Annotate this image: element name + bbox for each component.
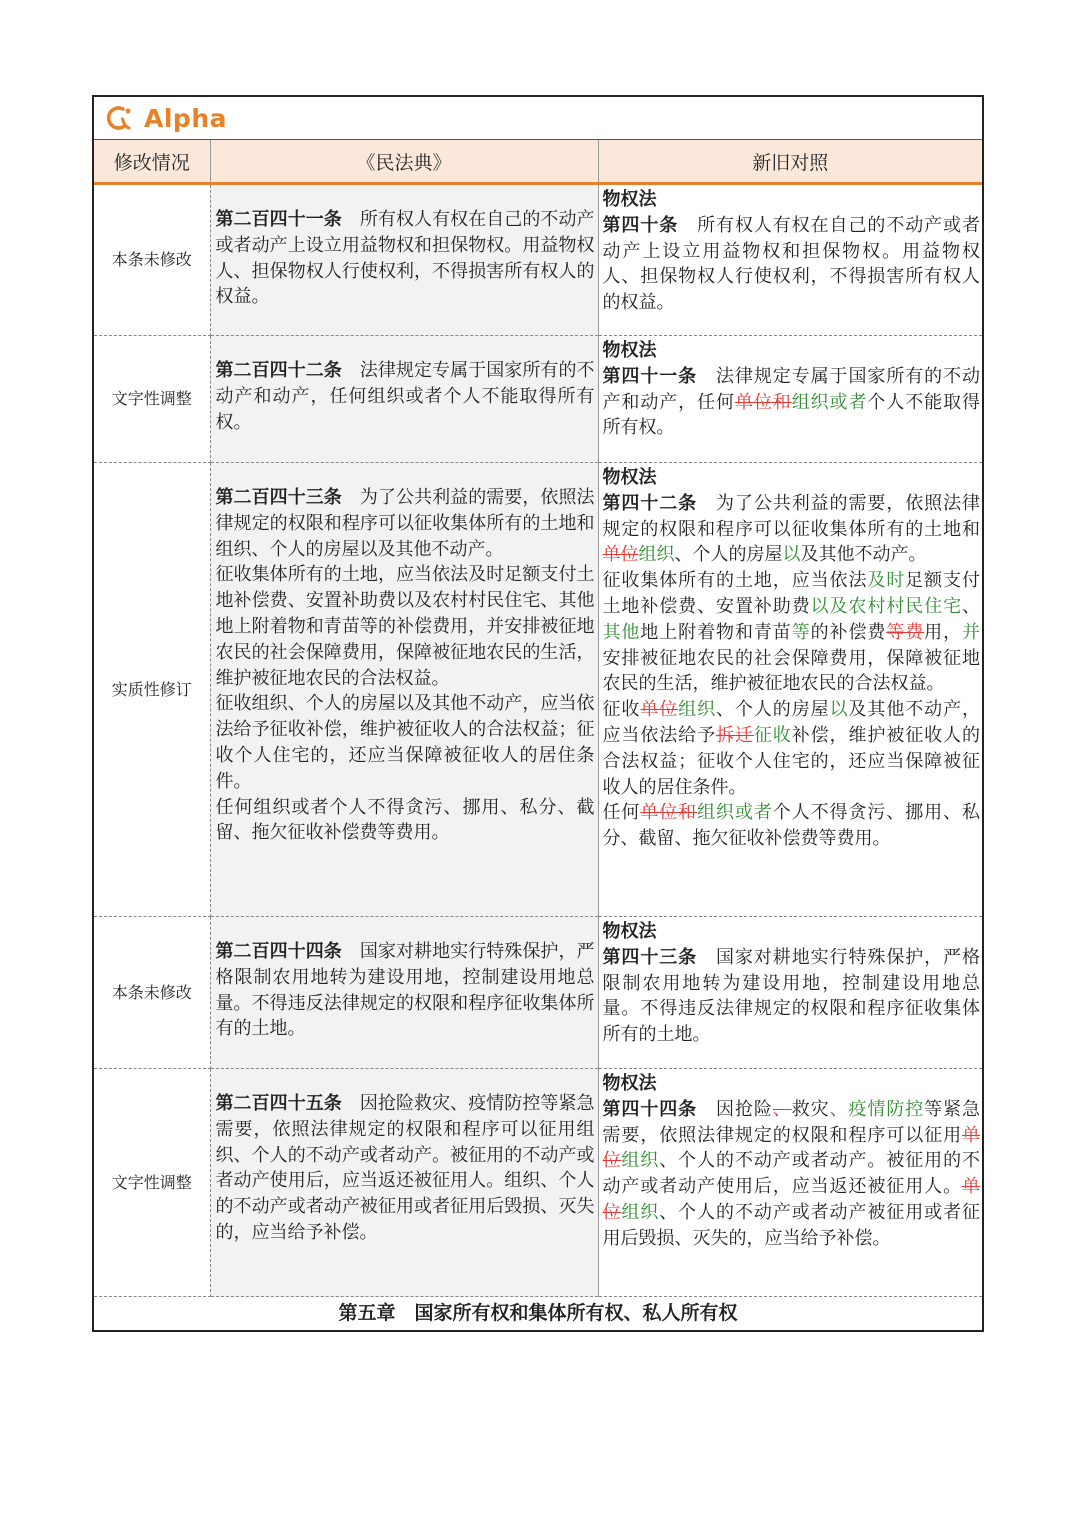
article-text: 国家对耕地实行特殊保护，严格限制农用地转为建设用地，控制建设用地总量。不得违反法律规定的权限和程序征收集体所有的土地。	[215, 941, 595, 1040]
civil-code-cell	[210, 184, 598, 336]
civil-code-cell	[210, 463, 598, 917]
law-name: 物权法	[602, 921, 657, 942]
civil-paragraph	[216, 207, 595, 310]
inserted-text: 组织或者	[697, 802, 773, 824]
text-segment: 征收	[602, 699, 641, 721]
status-cell: 文字性调整	[94, 336, 210, 463]
deleted-text: 、	[772, 1098, 792, 1120]
header-status: 修改情况	[94, 140, 210, 184]
table-header	[94, 140, 982, 184]
text-segment: 国家对耕地实行特殊保护，严格限制农用地转为建设用地，控制建设用地总量。不得违反法律规定的权限和程序征收集体所有的土地。	[602, 946, 981, 1046]
civil-paragraph	[216, 485, 595, 562]
inserted-text: 组织	[678, 699, 717, 721]
text-segment: 安排被征地农民的社会保障费用，保障被征地农民的生活，维护被征地农民的合法权益。	[602, 647, 980, 695]
civil-paragraph	[216, 1091, 595, 1246]
article-row	[94, 917, 982, 1069]
civil-code-cell	[210, 917, 598, 1069]
inserted-text: 以及农村村民住宅	[810, 595, 963, 617]
inserted-text: 及时	[867, 570, 906, 592]
law-name: 物权法	[602, 467, 657, 488]
article-text: 征收集体所有的土地，应当依法及时足额支付土地补偿费、安置补助费以及农村村民住宅、其他地上附着物和青苗等的补偿费用，并安排被征地农民的社会保障费用，保障被征地农民的生活，维护被征地农民的合法权益。	[215, 564, 595, 689]
deleted-text: 单位和	[734, 391, 792, 413]
status-cell: 本条未修改	[94, 917, 210, 1069]
inserted-text: 以	[829, 699, 849, 721]
text-segment: 等紧急需要，依照法律规定的权限和程序可以征用	[602, 1098, 981, 1146]
article-number: 第四十四条	[602, 1098, 698, 1120]
text-segment: 个人不能取得所有权。	[602, 391, 981, 439]
civil-code-cell	[210, 336, 598, 463]
article-text: 所有权人有权在自己的不动产或者动产上设立用益物权和担保物权。用益物权人、担保物权人行使权利，不得损害所有权人的权益。	[215, 209, 595, 308]
deleted-text: 单位	[602, 1176, 980, 1223]
inserted-text: 以	[782, 544, 801, 566]
old-paragraph	[603, 800, 981, 852]
brand-name: Alpha	[144, 103, 227, 133]
deleted-text: 单位	[602, 1124, 980, 1172]
status-cell: 本条未修改	[94, 184, 210, 336]
comparison-document	[92, 95, 984, 1332]
chapter-row	[94, 1297, 982, 1331]
status-cell: 文字性调整	[94, 1069, 210, 1297]
text-segment: 足额支付土地补偿费、安置补助费	[602, 570, 981, 617]
text-segment: 及其他不动产。	[800, 544, 927, 566]
article-number: 第四十条	[602, 214, 679, 236]
inserted-text: 组织或者	[791, 391, 868, 413]
article-number: 第二百四十五条	[215, 1093, 342, 1114]
law-name: 物权法	[602, 189, 657, 210]
text-segment: 及其他不动产，应当依法给予	[602, 699, 981, 746]
article-row	[94, 336, 982, 463]
deleted-text: 单位和	[640, 802, 698, 824]
civil-code-cell	[210, 1069, 598, 1297]
old-law-cell	[598, 1069, 982, 1297]
inserted-text: 、疫情防控	[829, 1098, 925, 1120]
status-cell: 实质性修订	[94, 463, 210, 917]
deleted-text: 拆迁	[716, 724, 754, 746]
deleted-text: 等费	[886, 621, 925, 643]
old-paragraph	[603, 945, 981, 1048]
article-number: 第四十二条	[602, 492, 698, 514]
old-paragraph	[603, 568, 981, 697]
text-segment: 、个人的不动产或者动产被征用或者征用后毁损、灭失的，应当给予补偿。	[602, 1201, 981, 1249]
civil-paragraph	[216, 691, 595, 794]
old-paragraph	[603, 1097, 981, 1252]
old-paragraph	[603, 213, 981, 316]
article-text: 任何组织或者个人不得贪污、挪用、私分、截留、拖欠征收补偿费等费用。	[215, 796, 595, 844]
old-law-cell	[598, 336, 982, 463]
text-segment: 的补偿费	[810, 621, 887, 643]
text-segment: 征收集体所有的土地，应当依法	[602, 570, 868, 592]
text-segment: 、个人的不动产或者动产。被征用的不动产或者动产使用后，应当返还被征用人。	[602, 1150, 981, 1198]
header-comparison: 新旧对照	[598, 140, 982, 184]
text-segment: 所有权人有权在自己的不动产或者动产上设立用益物权和担保物权。用益物权人、担保物权人行使权利，不得损害所有权人的权益。	[602, 214, 981, 314]
text-segment: 个人不得贪污、挪用、私分、截留、拖欠征收补偿费等费用。	[602, 802, 981, 850]
article-row	[94, 184, 982, 336]
inserted-text: 等	[791, 621, 811, 643]
text-segment: 法律规定专属于国家所有的不动产和动产，任何	[602, 365, 981, 413]
old-law-cell	[598, 917, 982, 1069]
article-row	[94, 463, 982, 917]
article-text: 为了公共利益的需要，依照法律规定的权限和程序可以征收集体所有的土地和组织、个人的房屋以及其他不动产。	[215, 487, 595, 560]
text-segment: 为了公共利益的需要，依照法律规定的权限和程序可以征收集体所有的土地和	[602, 492, 981, 540]
civil-paragraph	[216, 562, 595, 691]
article-number: 第二百四十四条	[215, 941, 342, 962]
text-segment: 补偿，维护被征收人的合法权益；征收个人住宅的，还应当保障被征收人的居住条件。	[602, 724, 981, 798]
text-segment: 用，	[924, 621, 963, 643]
law-name: 物权法	[602, 1073, 657, 1094]
law-name: 物权法	[602, 340, 657, 361]
article-text: 征收组织、个人的房屋以及其他不动产，应当依法给予征收补偿，维护被征收人的合法权益；征收个人住宅的，还应当保障被征收人的居住条件。	[215, 693, 595, 792]
inserted-text: 组织	[621, 1201, 660, 1223]
article-text: 法律规定专属于国家所有的不动产和动产，任何组织或者个人不能取得所有权。	[215, 360, 595, 433]
article-text: 因抢险救灾、疫情防控等紧急需要，依照法律规定的权限和程序可以征用组织、个人的不动产或者动产。被征用的不动产或者动产使用后，应当返还被征用人。组织、个人的不动产或者动产被征用或者征用后毁损、灭失的，应当给予补偿。	[215, 1093, 595, 1243]
inserted-text: 征收	[753, 724, 792, 746]
text-segment: 、个人的房屋	[674, 544, 783, 566]
old-law-cell	[598, 184, 982, 336]
brand-header	[94, 97, 982, 140]
civil-paragraph	[216, 358, 595, 435]
text-segment: 因抢险	[697, 1098, 773, 1120]
text-segment: 、个人的房屋	[716, 699, 830, 721]
article-number: 第二百四十三条	[215, 487, 342, 508]
article-number: 第四十三条	[602, 946, 698, 968]
old-paragraph	[603, 364, 981, 441]
header-civil-code: 《民法典》	[210, 140, 598, 184]
old-paragraph	[603, 697, 981, 800]
article-number: 第四十一条	[602, 365, 698, 387]
civil-paragraph	[216, 939, 595, 1042]
inserted-text: 其他	[602, 621, 641, 643]
text-segment: 救灾	[791, 1098, 830, 1120]
article-number: 第二百四十一条	[215, 209, 342, 230]
chapter-title: 第五章 国家所有权和集体所有权、私人所有权	[338, 1301, 738, 1324]
alpha-logo-icon	[102, 103, 134, 133]
old-law-cell	[598, 463, 982, 917]
inserted-text: 组织	[621, 1150, 660, 1172]
comparison-table	[94, 140, 982, 1330]
text-segment: 任何	[602, 802, 641, 824]
deleted-text: 单位	[640, 699, 679, 721]
civil-paragraph	[216, 795, 595, 847]
text-segment: 、	[962, 595, 981, 617]
inserted-text: 组织	[638, 544, 675, 566]
article-number: 第二百四十二条	[215, 360, 342, 381]
deleted-text: 单位	[602, 544, 639, 566]
text-segment: 地上附着物和青苗	[640, 621, 792, 643]
old-paragraph	[603, 491, 981, 568]
inserted-text: 并	[962, 621, 981, 643]
article-row	[94, 1069, 982, 1297]
